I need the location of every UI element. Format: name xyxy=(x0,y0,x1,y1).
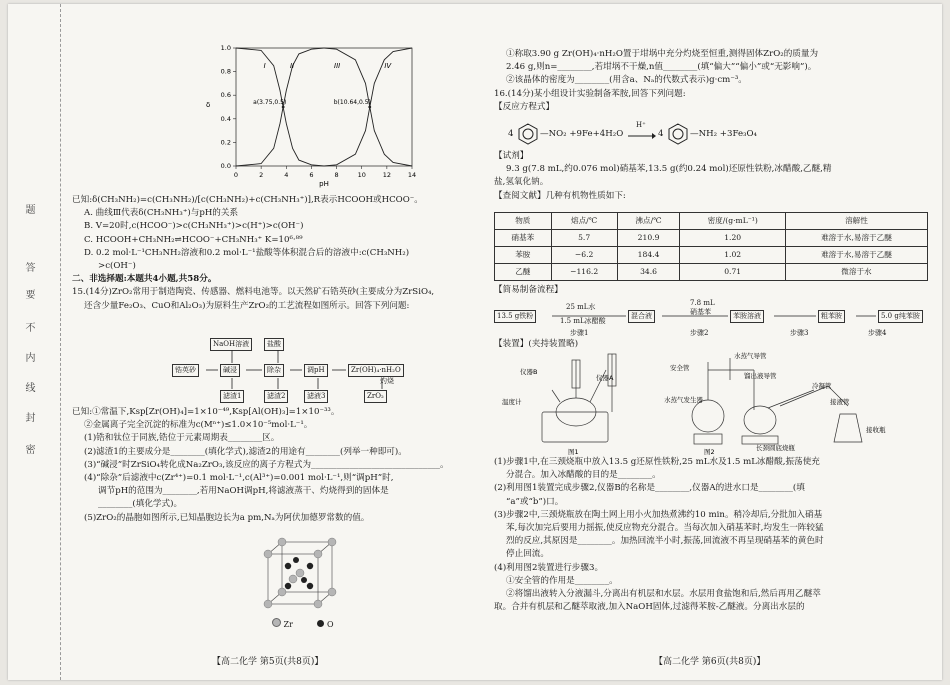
box-mix: 混合液 xyxy=(628,310,655,323)
point-a xyxy=(282,106,285,109)
option-d: D. 0.2 mol·L⁻¹CH₃NH₂溶液和0.2 mol·L⁻¹盐酸等体积混合后的溶液中:c(CH₃NH₂) xyxy=(84,247,410,258)
label-adapter: 接液管 xyxy=(830,398,850,406)
q15-5-2: ②该晶体的密度为________(用含a、Nₐ的代数式表示)g·cm⁻³。 xyxy=(506,75,747,86)
reagent-line-1: 9.3 g(7.8 mL,约0.076 mol)硝基苯,13.5 g(约0.24 mol)还原性铁粉,冰醋酸,乙醚,精 xyxy=(506,164,832,175)
table-row xyxy=(495,247,928,264)
binding-char: 封 xyxy=(23,412,34,422)
q16-3: (3)步骤2中,三颈烧瓶放在陶土网上用小火加热煮沸约10 min。稍冷却后,分批加入硝基 xyxy=(494,509,823,520)
cell: 184.4 xyxy=(617,247,680,264)
q16-intro: 16.(14分)某小组设计实验制备苯胺,回答下列问题: xyxy=(494,88,686,99)
x-tick-label: 2 xyxy=(259,171,264,179)
above-water: 25 mL水 xyxy=(566,303,596,311)
crystal-legend xyxy=(272,618,334,631)
apparatus-figure xyxy=(494,350,932,456)
flow-step-purify: 除杂 xyxy=(264,364,284,377)
x-tick-label: 0 xyxy=(233,171,239,179)
box-iron: 13.5 g铁粉 xyxy=(494,310,536,323)
fig1-caption: 图1 xyxy=(568,448,579,456)
x-tick-label: 14 xyxy=(407,171,417,179)
flow-step-ore: 锆英砂 xyxy=(172,364,199,377)
series-line-II xyxy=(236,48,324,166)
label-instr-b: 仪器B xyxy=(520,368,538,376)
q16-3-cont2: 烈的反应,其原因是________。加热回流半小时,振荡,回流液不再呈现硝基苯的黄色时 xyxy=(506,536,824,547)
series-line-I xyxy=(236,48,324,166)
q15-4-cont: 调节pH的范围为________,若用NaOH调pH,将滤液蒸干、灼烧得到的固体是 xyxy=(98,486,389,497)
q15-1: (1)锆和钛位于同族,锆位于元素周期表________区。 xyxy=(84,433,280,444)
coef-right: 4 xyxy=(658,129,664,139)
properties-table xyxy=(494,212,928,281)
step-1: 步骤1 xyxy=(570,329,589,337)
process-header: 【简易制备流程】 xyxy=(494,285,563,295)
box-pure: 5.0 g纯苯胺 xyxy=(878,310,923,323)
label-long-neck-flask: 长颈圆底烧瓶 xyxy=(756,444,795,452)
option-b: B. V=20时,c(HCOO⁻)>c(CH₃NH₃⁺)>c(H⁺)>c(OH⁻) xyxy=(84,221,304,232)
cell: 难溶于水,易溶于乙醚 xyxy=(785,230,927,247)
cell: 34.6 xyxy=(617,264,680,281)
series-label: II xyxy=(290,62,295,71)
step-3: 步骤3 xyxy=(790,329,809,337)
cell: 乙醚 xyxy=(495,264,552,281)
flow-arrows xyxy=(172,338,472,406)
cell: −6.2 xyxy=(551,247,617,264)
q15-5: (5)ZrO₂的晶胞如图所示,已知晶胞边长为a pm,Nₐ为阿伏加德罗常数的值。 xyxy=(84,512,370,523)
left-footer: 【高二化学 第5页(共8页)】 xyxy=(212,657,324,667)
prep-flow xyxy=(494,298,932,340)
x-tick-label: 10 xyxy=(357,171,366,179)
x-axis-label: pH xyxy=(319,180,329,188)
known-formula: 已知:δ(CH₃NH₂)=c(CH₃NH₂)/[c(CH₃NH₂)+c(CH₃NH₃⁺)],R表示HCOOH或HCOO⁻。 xyxy=(72,195,423,205)
cell: −116.2 xyxy=(551,264,617,281)
q15-intro-2: 还含少量Fe₂O₃、CuO和Al₂O₃)为原料生产ZrO₂的工艺流程如图所示。回答下列问题: xyxy=(84,300,410,311)
q15-questions xyxy=(72,406,474,525)
reagent-hcl: 盐酸 xyxy=(264,338,284,351)
q15-5-1-cont: 2.46 g,则n=________,若坩埚不干燥,n值________(填“偏大”“偏小”或“无影响”)。 xyxy=(506,62,817,73)
reagent-naoh: NaOH溶液 xyxy=(210,338,252,351)
cell: 1.20 xyxy=(680,230,786,247)
series-label: IV xyxy=(384,62,392,71)
reaction-equation xyxy=(508,122,928,148)
o-dot-icon xyxy=(317,620,324,627)
x-tick-label: 4 xyxy=(284,171,289,179)
benzene-ring-icon xyxy=(666,122,690,146)
right-page xyxy=(494,4,932,680)
below-acetic: 1.5 mL冰醋酸 xyxy=(560,317,606,325)
q15-5-1: ①称取3.90 g Zr(OH)₄·nH₂O置于坩埚中充分灼烧至恒重,测得固体ZrO₂的质量为 xyxy=(506,49,819,59)
q15-4: (4)“除杂”后滤液中c(Zr⁴⁺)=0.1 mol·L⁻¹,c(Al³⁺)=0.001 mol·L⁻¹,则“调pH”时, xyxy=(84,473,394,484)
above-nb: 硝基苯 xyxy=(690,308,711,316)
flow-step-hydroxide: Zr(OH)₄·nH₂O xyxy=(348,364,404,377)
cell: 210.9 xyxy=(617,230,680,247)
cell: 硝基苯 xyxy=(495,230,552,247)
legend-zr: Zr xyxy=(283,620,293,629)
exam-sheet xyxy=(8,4,942,680)
right-top-text xyxy=(494,48,932,114)
x-tick-label: 6 xyxy=(309,171,314,179)
distribution-chart xyxy=(200,40,430,190)
label-condenser: 冷凝管 xyxy=(812,382,832,390)
y-tick-label: 0.2 xyxy=(220,138,231,147)
left-page xyxy=(72,4,474,680)
residue-2: 滤渣2 xyxy=(264,390,288,403)
x-tick-label: 8 xyxy=(334,171,339,179)
label-thermometer: 温度计 xyxy=(502,398,522,406)
binding-char: 不 xyxy=(23,322,34,332)
annotation-b: b(10.64,0.5) xyxy=(333,99,371,106)
cell: 苯胺 xyxy=(495,247,552,264)
box-crude: 粗苯胺 xyxy=(818,310,845,323)
flow-step-alkali: 碱浸 xyxy=(220,364,240,377)
known-2: ②金属离子完全沉淀的标准为c(Mⁿ⁺)≤1.0×10⁻⁵mol·L⁻¹。 xyxy=(84,420,313,431)
label-safety-tube: 安全管 xyxy=(670,364,690,372)
step-2: 步骤2 xyxy=(690,329,709,337)
th: 溶解性 xyxy=(785,213,927,230)
filtrate-3: 滤液3 xyxy=(304,390,328,403)
label-receiver: 接收瓶 xyxy=(866,426,886,434)
box-aniline-sol: 苯胺溶液 xyxy=(730,310,764,323)
option-d-cont: >c(OH⁻) xyxy=(98,261,136,272)
label-distillate-pipe: 馏出液导管 xyxy=(744,372,777,380)
q15-3: (3)“碱浸”时ZrSiO₄转化成Na₂ZrO₃,该反应的离子方程式为______________________________。 xyxy=(84,459,449,470)
binding-char: 答 xyxy=(23,262,34,272)
y-tick-label: 0.8 xyxy=(220,67,231,76)
table-row xyxy=(495,264,928,281)
known-1: 已知:①常温下,Ksp[Zr(OH)₄]=1×10⁻⁴⁹,Ksp[Al(OH)₃]=1×10⁻³³。 xyxy=(72,407,340,417)
binding-char: 线 xyxy=(23,382,34,392)
binding-margin xyxy=(8,4,61,680)
section-heading: 二、非选择题:本题共4小题,共58分。 xyxy=(72,274,217,285)
q16-4-2-cont: 取。合并有机层和乙醚萃取液,加入NaOH固体,过滤得苯胺-乙醚液。分离出水层的 xyxy=(494,602,805,613)
q16-4-2: ②将馏出液转入分液漏斗,分离出有机层和水层。水层用食盐饱和后,然后再用乙醚萃 xyxy=(506,589,821,600)
q16-3-cont3: 停止回流。 xyxy=(506,549,549,560)
step-4: 步骤4 xyxy=(868,329,887,337)
flow-step-ph: 调pH xyxy=(304,364,328,377)
reactants: —NO₂ +9Fe+4H₂O xyxy=(540,129,624,139)
th: 沸点/℃ xyxy=(617,213,680,230)
series-label: I xyxy=(263,62,266,71)
zr-dot-icon xyxy=(272,618,281,627)
y-tick-label: 0.4 xyxy=(220,114,231,123)
q16-2-cont: “a”或“b”)口。 xyxy=(506,496,564,507)
q16-questions xyxy=(494,456,932,614)
binding-char: 题 xyxy=(23,204,34,214)
q16-1: (1)步骤1中,在三颈烧瓶中放入13.5 g还原性铁粉,25 mL水及1.5 mL冰醋酸,振荡使充 xyxy=(494,457,820,467)
legend-o: O xyxy=(327,620,334,629)
coef-left: 4 xyxy=(508,129,514,139)
device-header: 【装置】(夹持装置略) xyxy=(494,339,579,349)
table-header-row xyxy=(495,213,928,230)
binding-char: 内 xyxy=(23,352,34,362)
right-footer: 【高二化学 第6页(共8页)】 xyxy=(654,657,766,667)
th: 物质 xyxy=(495,213,552,230)
binding-char: 要 xyxy=(23,289,34,299)
option-a: A. 曲线Ⅲ代表δ(CH₃NH₃⁺)与pH的关系 xyxy=(84,208,239,219)
fig2-caption: 图2 xyxy=(704,448,715,456)
label-steam-gen: 水蒸气发生器 xyxy=(664,396,703,404)
q15-4-cont2: ________(填化学式)。 xyxy=(98,499,183,510)
reagent-section xyxy=(494,150,932,203)
cell: 1.02 xyxy=(680,247,786,264)
cell: 微溶于水 xyxy=(785,264,927,281)
flow-burn-label: 灼烧 xyxy=(380,377,394,385)
cell: 难溶于水,易溶于乙醚 xyxy=(785,247,927,264)
th: 密度/(g·mL⁻¹) xyxy=(680,213,786,230)
th: 熔点/℃ xyxy=(551,213,617,230)
cell: 5.7 xyxy=(551,230,617,247)
y-tick-label: 1.0 xyxy=(220,44,231,52)
flow-product: ZrO₂ xyxy=(364,390,387,403)
table-row xyxy=(495,230,928,247)
binding-char: 密 xyxy=(23,444,34,454)
cell: 0.71 xyxy=(680,264,786,281)
x-tick-label: 12 xyxy=(382,171,391,179)
reagent-header: 【试剂】 xyxy=(494,151,529,161)
reagent-line-2: 盐,氢氧化钠。 xyxy=(494,177,549,188)
q16-4: (4)利用图2装置进行步骤3。 xyxy=(494,562,604,573)
point-b xyxy=(368,106,371,109)
reaction-arrow-icon xyxy=(628,131,656,141)
benzene-ring-icon xyxy=(516,122,540,146)
q16-3-cont: 苯,每次加完后要用力摇振,使反应物充分混合。当每次加入硝基苯时,均发生一阵较猛 xyxy=(506,523,824,534)
label-instr-a: 仪器A xyxy=(596,374,614,382)
products: —NH₂ +3Fe₃O₄ xyxy=(690,129,757,139)
series-label: III xyxy=(334,62,341,71)
above-nb-vol: 7.8 mL xyxy=(690,299,715,307)
prep-arrows xyxy=(494,298,932,340)
y-tick-label: 0.6 xyxy=(220,91,231,100)
process-flow xyxy=(172,338,472,406)
option-c: C. HCOOH+CH₃NH₂⇌HCOO⁻+CH₃NH₃⁺ K=10⁶·⁸⁹ xyxy=(84,234,303,245)
label-steam-pipe: 水蒸气导管 xyxy=(734,352,767,360)
crystal-cell-diagram xyxy=(258,536,348,616)
y-axis-label: δ xyxy=(206,101,211,109)
y-tick-label: 0.0 xyxy=(220,162,231,170)
q16-4-1: ①安全管的作用是________。 xyxy=(506,575,618,586)
reaction-header: 【反应方程式】 xyxy=(494,101,555,112)
q16-1-cont: 分混合。加入冰醋酸的目的是________。 xyxy=(506,470,661,481)
annotation-a: a(3.75,0.5) xyxy=(253,99,287,106)
table-header: 【查阅文献】几种有机物性质如下: xyxy=(494,190,626,201)
condition: H⁺ xyxy=(636,121,646,129)
q15-2: (2)滤渣1的主要成分是________(填化学式),滤渣2的用途有________(列举一种即可)。 xyxy=(84,446,407,457)
q14-text xyxy=(72,194,474,313)
q15-intro-1: 15.(14分)ZrO₂常用于制造陶瓷、传感器、燃料电池等。以天然矿石锆英砂(主要成分为ZrSiO₄, xyxy=(72,287,435,298)
q16-2: (2)利用图1装置完成步骤2,仪器B的名称是________,仪器A的进水口是________(填 xyxy=(494,483,805,494)
residue-1: 滤渣1 xyxy=(220,390,244,403)
